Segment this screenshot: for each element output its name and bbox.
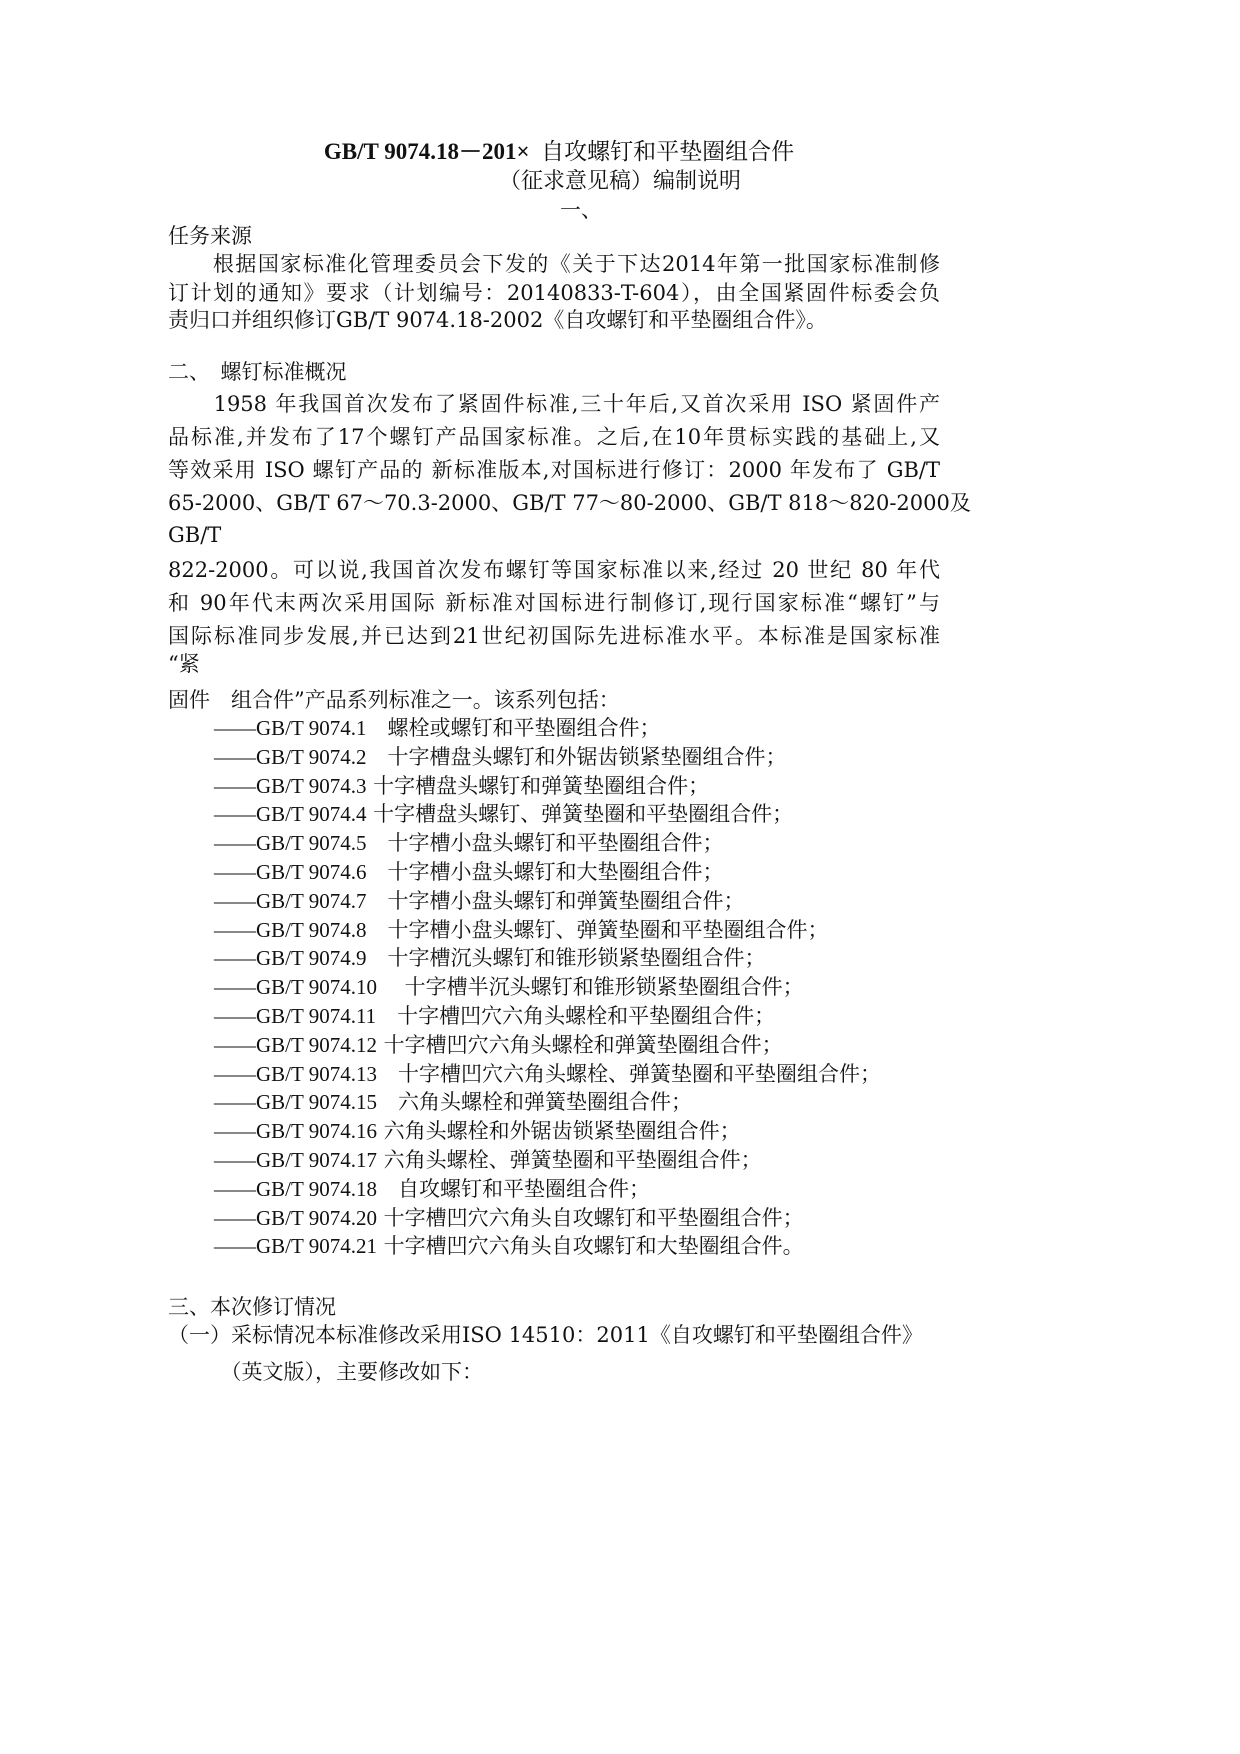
- series-code: ——GB/T 9074.6: [214, 860, 367, 884]
- series-name: 十字槽半沉头螺钉和锥形锁紧垫圈组合件；: [376, 975, 804, 1000]
- paragraph-line: “紧: [168, 652, 200, 676]
- series-code: ——GB/T 9074.3: [214, 773, 367, 798]
- title-code: GB/T 9074.18－201×: [323, 139, 530, 164]
- paragraph-line: 固件 组合件”产品系列标准之一。该系列包括：: [168, 688, 620, 712]
- series-code: ——GB/T 9074.4: [214, 802, 367, 827]
- series-list-item: [214, 1175, 650, 1203]
- paragraph-line: 根据国家标准化管理委员会下发的《关于下达2014年第一批国家标准制修: [168, 252, 940, 276]
- series-list-item: [214, 1002, 775, 1030]
- series-code: ——GB/T 9074.12: [214, 1032, 377, 1057]
- series-code: ——GB/T 9074.9: [214, 946, 367, 971]
- series-list-item: [214, 1204, 804, 1232]
- series-name: 十字槽凹穴六角头螺栓和平垫圈组合件；: [376, 1004, 776, 1028]
- document-title: [0, 138, 1118, 166]
- series-name: 螺栓或螺钉和平垫圈组合件；: [366, 716, 661, 740]
- series-list-item: [214, 1232, 804, 1260]
- series-list-item: [214, 772, 709, 800]
- series-code: ——GB/T 9074.20: [214, 1205, 377, 1230]
- series-code: ——GB/T 9074.16: [214, 1119, 377, 1144]
- paragraph-line: （英文版），主要修改如下：: [168, 1360, 483, 1384]
- series-list-item: [214, 1146, 762, 1174]
- series-list-item: [214, 1060, 881, 1088]
- series-list-item: [214, 1088, 692, 1116]
- series-code: ——GB/T 9074.5: [214, 831, 367, 856]
- series-name: 六角头螺栓、弹簧垫圈和平垫圈组合件；: [376, 1148, 762, 1172]
- series-name: 自攻螺钉和平垫圈组合件；: [376, 1176, 650, 1201]
- series-list-item: [214, 1031, 783, 1059]
- series-name: 十字槽凹穴六角头自攻螺钉和大垫圈组合件。: [376, 1234, 804, 1259]
- series-list-item: [214, 858, 723, 886]
- section-1-number: 一、: [560, 198, 602, 222]
- document-subtitle: （征求意见稿）编制说明: [498, 169, 741, 194]
- series-name: 十字槽沉头螺钉和锥形锁紧垫圈组合件；: [366, 946, 766, 971]
- series-name: 十字槽盘头螺钉、弹簧垫圈和平垫圈组合件；: [366, 802, 794, 827]
- series-code: ——GB/T 9074.10: [214, 975, 377, 1000]
- paragraph-line: 822-2000。可以说,我国首次发布螺钉等国家标准以来,经过 20 世纪 80 年代: [168, 558, 940, 582]
- paragraph-line: （一）采标情况本标准修改采用ISO 14510：2011《自攻螺钉和平垫圈组合件》: [168, 1323, 923, 1347]
- paragraph-line: 品标准,并发布了17个螺钉产品国家标准。之后,在10年贯标实践的基础上,又: [168, 425, 940, 449]
- series-list-item: [214, 800, 793, 828]
- series-code: ——GB/T 9074.1: [214, 716, 367, 740]
- series-list-item: [214, 1117, 741, 1145]
- title-name: 自攻螺钉和平垫圈组合件: [541, 139, 795, 164]
- series-name: 六角头螺栓和弹簧垫圈组合件；: [376, 1090, 692, 1115]
- series-list-item: [214, 944, 765, 972]
- series-list-item: [214, 743, 786, 771]
- series-code: ——GB/T 9074.7: [214, 888, 367, 913]
- series-name: 十字槽盘头螺钉和外锯齿锁紧垫圈组合件；: [366, 744, 787, 769]
- paragraph-line: 责归口并组织修订GB/T 9074.18-2002《自攻螺钉和平垫圈组合件》。: [168, 308, 827, 332]
- paragraph-line: GB/T: [168, 523, 222, 547]
- section-2-heading: 二、 螺钉标准概况: [168, 360, 347, 384]
- series-name: 十字槽凹穴六角头自攻螺钉和平垫圈组合件；: [376, 1205, 804, 1230]
- series-code: ——GB/T 9074.13: [214, 1061, 377, 1086]
- series-name: 十字槽小盘头螺钉和大垫圈组合件；: [366, 860, 724, 884]
- series-list-item: [214, 973, 804, 1001]
- series-list-item: [214, 714, 660, 742]
- series-code: ——GB/T 9074.21: [214, 1234, 377, 1259]
- series-code: ——GB/T 9074.2: [214, 744, 367, 769]
- paragraph-line: 等效采用 ISO 螺钉产品的 新标准版本,对国标进行修订：2000 年发布了 GB/T: [168, 458, 940, 482]
- series-name: 十字槽小盘头螺钉、弹簧垫圈和平垫圈组合件；: [366, 917, 829, 942]
- paragraph-line: 和 90年代末两次采用国际 新标准对国标进行制修订,现行国家标准“螺钉”与: [168, 591, 940, 615]
- paragraph-line: 1958 年我国首次发布了紧固件标准,三十年后,又首次采用 ISO 紧固件产: [168, 392, 940, 416]
- section-3-heading: 三、本次修订情况: [168, 1295, 336, 1319]
- series-code: ——GB/T 9074.18: [214, 1176, 377, 1201]
- series-code: ——GB/T 9074.17: [214, 1148, 377, 1172]
- series-name: 十字槽小盘头螺钉和平垫圈组合件；: [366, 831, 724, 856]
- paragraph-line: 国际标准同步发展,并已达到21世纪初国际先进标准水平。本标准是国家标准: [168, 624, 940, 648]
- series-name: 十字槽盘头螺钉和弹簧垫圈组合件；: [366, 773, 710, 798]
- series-name: 十字槽小盘头螺钉和弹簧垫圈组合件；: [366, 888, 745, 913]
- series-code: ——GB/T 9074.11: [214, 1004, 377, 1028]
- series-name: 六角头螺栓和外锯齿锁紧垫圈组合件；: [376, 1119, 741, 1144]
- series-list-item: [214, 829, 723, 857]
- section-1-heading: 任务来源: [168, 224, 252, 248]
- series-name: 十字槽凹穴六角头螺栓、弹簧垫圈和平垫圈组合件；: [376, 1061, 881, 1086]
- paragraph-line: 订计划的通知》要求（计划编号：20140833-T-604），由全国紧固件标委会负: [168, 281, 940, 305]
- series-list-item: [214, 887, 744, 915]
- series-list-item: [214, 916, 828, 944]
- series-code: ——GB/T 9074.8: [214, 917, 367, 942]
- series-code: ——GB/T 9074.15: [214, 1090, 377, 1115]
- paragraph-line: 65-2000、GB/T 67～70.3-2000、GB/T 77～80-2000、GB/T 818～820-2000及: [168, 491, 971, 515]
- series-name: 十字槽凹穴六角头螺栓和弹簧垫圈组合件；: [376, 1032, 783, 1057]
